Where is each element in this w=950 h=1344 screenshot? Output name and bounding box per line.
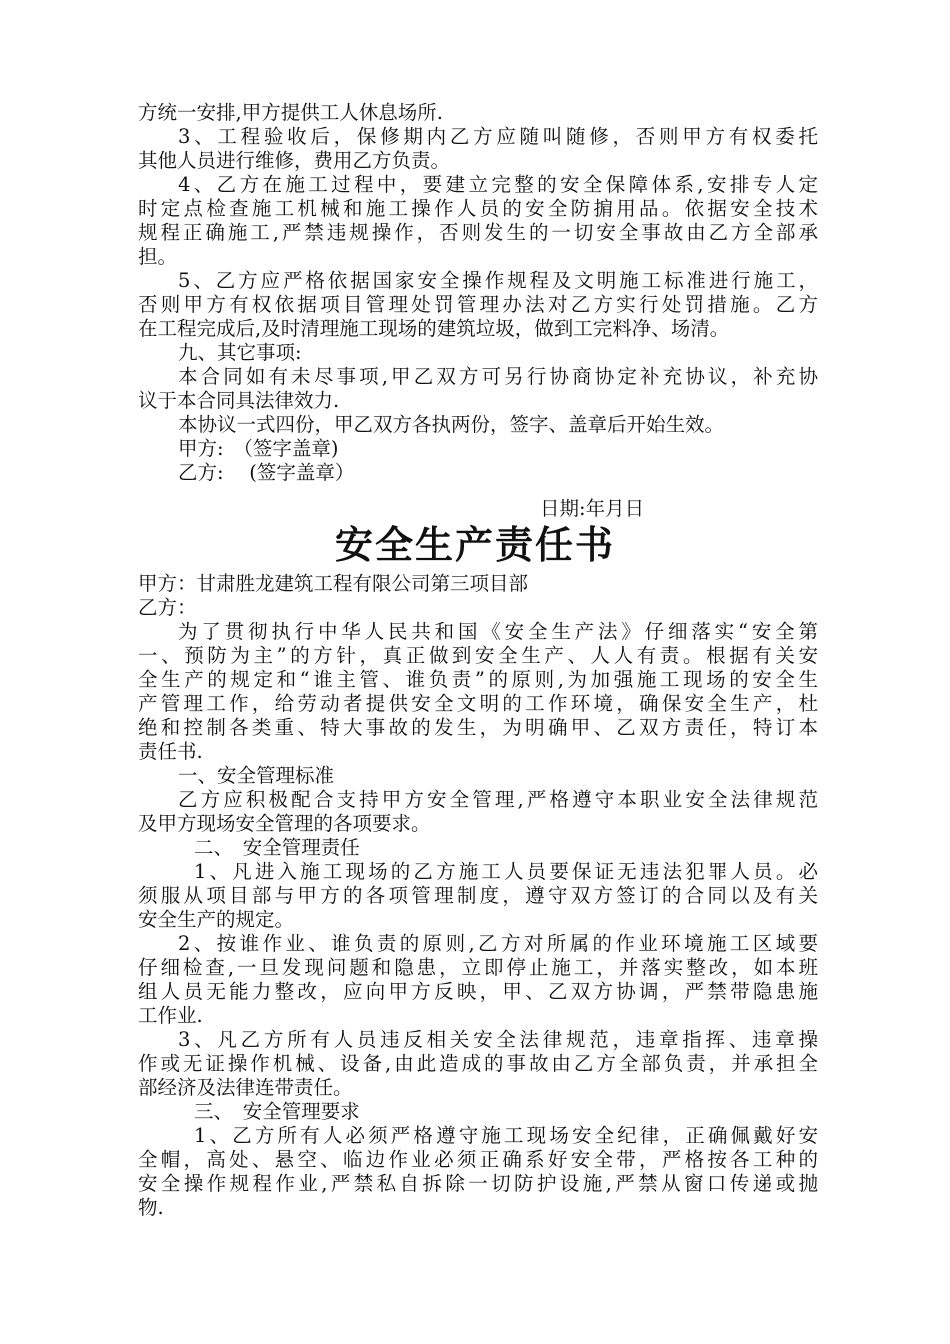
text-line: 1、乙方所有人必须严格遵守施工现场安全纪律，正确佩戴好安 xyxy=(194,1124,818,1147)
text-line: 担。 xyxy=(138,245,178,268)
text-line: 安全操作规程作业,严禁私自拆除一切防护设施,严禁从窗口传递或抛 xyxy=(138,1172,818,1195)
text-line: 在工程完成后,及时清理施工现场的建筑垃圾，做到工完料净、场清。 xyxy=(138,317,730,340)
text-line: 乙方： xyxy=(138,596,197,619)
text-line: 九、其它事项: xyxy=(178,341,302,364)
text-line: 4、乙方在施工过程中，要建立完整的安全保障体系,安排专人定 xyxy=(178,173,818,196)
text-line: 全生产的规定和“谁主管、谁负责”的原则,为加强施工现场的安全生 xyxy=(138,668,818,691)
text-line: 绝和控制各类重、特大事故的发生，为明确甲、乙双方责任，特订本 xyxy=(138,716,818,739)
text-line: 责任书. xyxy=(138,740,203,763)
text-line: 产管理工作，给劳动者提供安全文明的工作环境，确保安全生产，杜 xyxy=(138,692,818,715)
text-line: 组人员无能力整改，应向甲方反映，甲、乙双方协调，严禁带隐患施 xyxy=(138,980,818,1003)
text-line: 本合同如有未尽事项,甲乙双方可另行协商协定补充协议，补充协 xyxy=(178,365,818,388)
text-line: 须服从项目部与甲方的各项管理制度，遵守双方签订的合同以及有关 xyxy=(138,884,818,907)
text-line: 三、 安全管理要求 xyxy=(194,1100,360,1123)
text-line: 全帽，高处、悬空、临边作业必须正确系好安全带，严格按各工种的 xyxy=(138,1148,818,1171)
text-line: 乙方应积极配合支持甲方安全管理,严格遵守本职业安全法律规范 xyxy=(178,788,818,811)
text-line: 甲方: （签字盖章) xyxy=(178,437,339,460)
text-line: 物. xyxy=(138,1196,164,1219)
text-line: 一、安全管理标准 xyxy=(178,764,335,787)
text-line: 部经济及法律连带责任。 xyxy=(138,1076,353,1099)
text-line: 其他人员进行维修，费用乙方负责。 xyxy=(138,149,451,172)
text-line: 规程正确施工,严禁违规操作，否则发生的一切安全事故由乙方全部承 xyxy=(138,221,818,244)
text-line: 作或无证操作机械、设备,由此造成的事故由乙方全部负责，并承担全 xyxy=(138,1052,818,1075)
text-line: 二、 安全管理责任 xyxy=(194,836,360,859)
text-line: 工作业. xyxy=(138,1004,203,1027)
text-line: 3、工程验收后，保修期内乙方应随叫随修，否则甲方有权委托 xyxy=(178,125,818,148)
text-line: 仔细检查,一旦发现问题和隐患，立即停止施工，并落实整改，如本班 xyxy=(138,956,818,979)
text-line: 及甲方现场安全管理的各项要求。 xyxy=(138,812,431,835)
text-line: 3、凡乙方所有人员违反相关安全法律规范，违章指挥、违章操 xyxy=(178,1028,818,1051)
document-title: 安全生产责任书 xyxy=(334,522,615,567)
text-line: 方统一安排,甲方提供工人休息场所. xyxy=(138,101,443,124)
text-line: 乙方: (签字盖章） xyxy=(178,461,355,484)
date-line: 日期:年月日 xyxy=(540,497,645,520)
text-line: 1、凡进入施工现场的乙方施工人员要保证无违法犯罪人员。必 xyxy=(194,860,818,883)
text-line: 2、按谁作业、谁负责的原则,乙方对所属的作业环境施工区域要 xyxy=(178,932,818,955)
text-line: 安全生产的规定。 xyxy=(138,908,295,931)
text-line: 否则甲方有权依据项目管理处罚管理办法对乙方实行处罚措施。乙方 xyxy=(138,293,818,316)
text-line: 一、预防为主”的方针，真正做到安全生产、人人有责。根据有关安 xyxy=(138,644,818,667)
text-line: 议于本合同具法律效力. xyxy=(138,389,340,412)
text-line: 为了贯彻执行中华人民共和国《安全生产法》仔细落实“安全第 xyxy=(178,620,818,643)
text-line: 5、乙方应严格依据国家安全操作规程及文明施工标准进行施工， xyxy=(178,269,818,292)
text-line: 甲方：甘肃胜龙建筑工程有限公司第三项目部 xyxy=(138,572,529,595)
text-line: 本协议一式四份，甲乙双方各执两份，签字、盖章后开始生效。 xyxy=(178,413,725,436)
text-line: 时定点检查施工机械和施工操作人员的安全防掮用品。依据安全技术 xyxy=(138,197,818,220)
